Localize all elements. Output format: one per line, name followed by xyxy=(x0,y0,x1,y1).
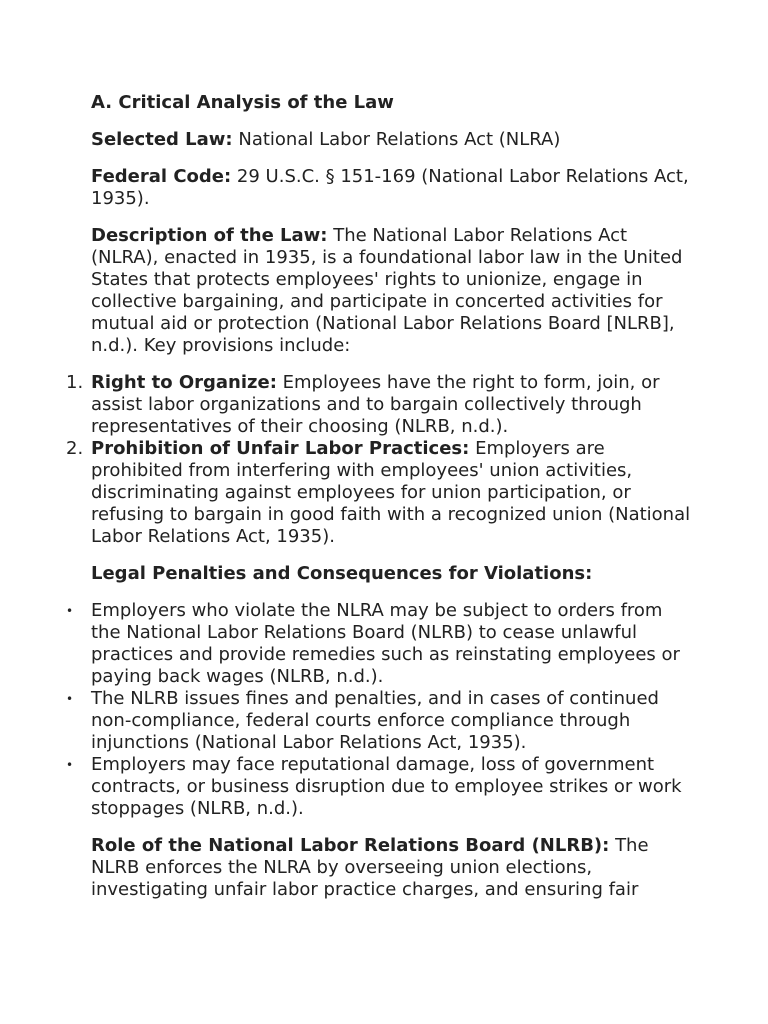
selected-law-value: National Labor Relations Act (NLRA) xyxy=(232,129,561,150)
list-item xyxy=(66,372,691,438)
penalties-list xyxy=(66,600,691,820)
list-item xyxy=(66,438,691,548)
list-number: 2. xyxy=(66,438,84,459)
penalties-heading: Legal Penalties and Consequences for Violations: xyxy=(91,563,593,584)
description-paragraph xyxy=(91,225,691,357)
provisions-list xyxy=(66,372,691,548)
federal-code-paragraph xyxy=(91,166,691,210)
provision-label: Prohibition of Unfair Labor Practices: xyxy=(91,438,470,459)
role-value: The NLRB enforces the NLRA by overseeing union elections, investigating unfair labor practice charges, and ensuring fair xyxy=(91,835,649,900)
role-paragraph xyxy=(91,835,691,901)
document-page xyxy=(66,92,691,916)
provision-label: Right to Organize: xyxy=(91,372,277,393)
list-number: 1. xyxy=(66,372,84,393)
description-label: Description of the Law: xyxy=(91,225,328,246)
penalty-text: Employers who violate the NLRA may be subject to orders from the National Labor Relations Board (NLRB) to cease unlawful practices and provide remedies such as reinstating employees or paying back wages (NLRB, n.d.). xyxy=(91,600,680,687)
bullet-icon: • xyxy=(66,758,74,772)
list-item xyxy=(66,754,691,820)
penalty-text: The NLRB issues fines and penalties, and in cases of continued non-compliance, federal courts enforce compliance through injunctions (National Labor Relations Act, 1935). xyxy=(91,688,659,753)
bullet-icon: • xyxy=(66,692,74,706)
provision-text: Employers are prohibited from interfering with employees' union activities, discriminating against employees for union participation, or refusing to bargain in good faith with a recognized union (National Labor Relations Act, 1935). xyxy=(91,438,691,547)
selected-law-paragraph xyxy=(91,129,691,151)
description-value: The National Labor Relations Act (NLRA), enacted in 1935, is a foundational labor law in the United States that protects employees' rights to unionize, engage in collective bargaining, and participate in concerted activities for mutual aid or protection (National Labor Relations Board [NLRB], n.d.). Key provisions include: xyxy=(91,225,683,356)
penalty-text: Employers may face reputational damage, loss of government contracts, or business disruption due to employee strikes or work stoppages (NLRB, n.d.). xyxy=(91,754,682,819)
selected-law-label: Selected Law: xyxy=(91,129,233,150)
federal-code-value: 29 U.S.C. § 151-169 (National Labor Relations Act, 1935). xyxy=(91,166,689,209)
list-item xyxy=(66,600,691,688)
role-label: Role of the National Labor Relations Board (NLRB): xyxy=(91,835,610,856)
bullet-icon: • xyxy=(66,604,74,618)
section-title: A. Critical Analysis of the Law xyxy=(91,92,394,113)
provision-text: Employees have the right to form, join, or assist labor organizations and to bargain collectively through representatives of their choosing (NLRB, n.d.). xyxy=(91,372,660,437)
list-item xyxy=(66,688,691,754)
federal-code-label: Federal Code: xyxy=(91,166,232,187)
